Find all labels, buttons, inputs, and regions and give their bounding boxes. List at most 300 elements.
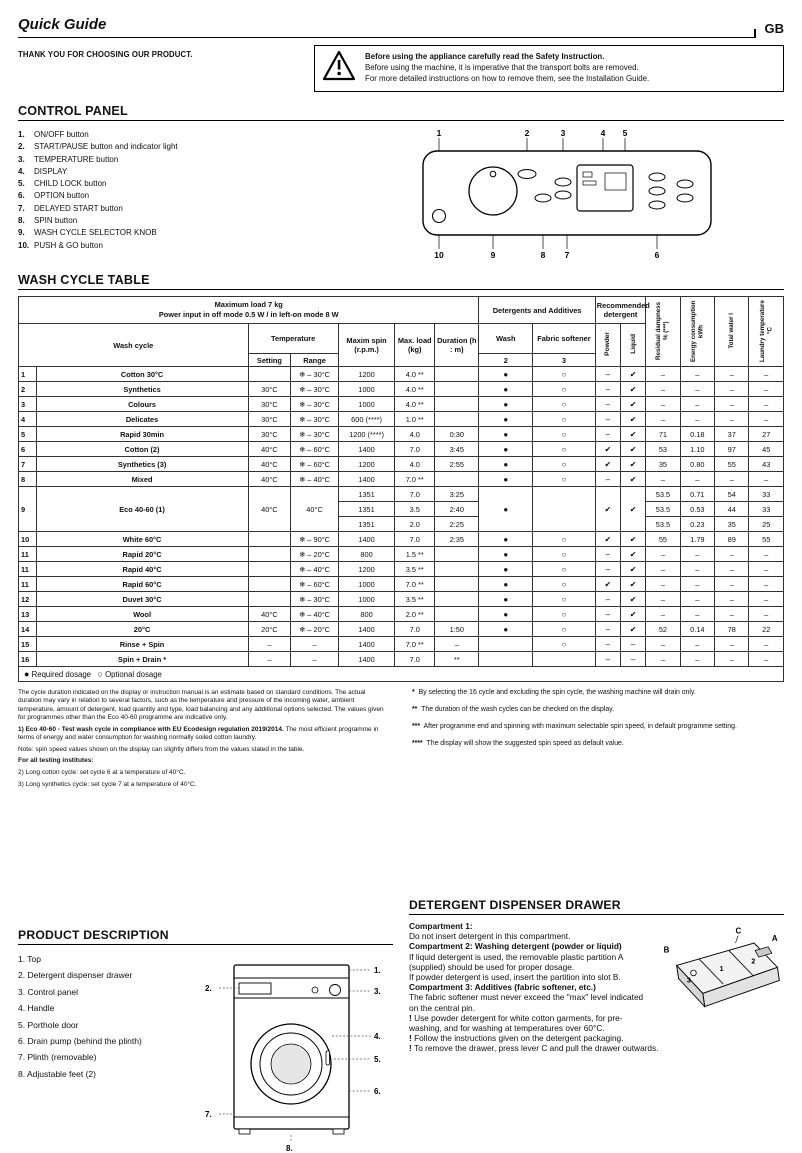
table-cell: – <box>646 637 680 652</box>
wash-cycle-row <box>19 577 784 592</box>
table-cell: Eco 40-60 (1) <box>36 487 248 532</box>
table-cell: – <box>680 367 714 382</box>
warning-line-3: For more detailed instructions on how to remove them, see the Installation Guide. <box>365 73 650 83</box>
table-cell: ✔ <box>620 382 645 397</box>
table-cell: 53.5 <box>646 517 680 532</box>
list-item-label: OPTION button <box>34 191 90 201</box>
table-cell: ✔ <box>595 457 620 472</box>
table-cell: 8 <box>19 472 37 487</box>
table-cell: ❄ – 60°C <box>291 457 338 472</box>
table-cell: Wool <box>36 607 248 622</box>
table-cell: 1 <box>19 367 37 382</box>
table-cell: 800 <box>338 547 395 562</box>
callout-4: 4 <box>600 128 606 138</box>
callout-1: 1 <box>436 128 442 138</box>
header-recommended: Recommended detergent <box>595 297 645 324</box>
table-cell <box>479 637 533 652</box>
table-cell: 2.0 ** <box>395 607 435 622</box>
callout-3: 3 <box>560 128 566 138</box>
table-cell: 1400 <box>338 622 395 637</box>
control-panel-section <box>18 127 784 261</box>
table-cell: ● <box>479 487 533 532</box>
dispenser-paragraph: ! To remove the drawer, press lever C and pull the drawer outwards. <box>409 1043 659 1054</box>
list-item-label: START/PAUSE button and indicator light <box>34 142 178 152</box>
table-cell: ○ <box>533 607 596 622</box>
product-list-item: 4. Handle <box>18 1003 55 1014</box>
table-cell: 40°C <box>291 487 338 532</box>
extra-button-icon <box>677 180 693 188</box>
table-cell: 7.0 ** <box>395 577 435 592</box>
product-description-section <box>18 928 393 1153</box>
list-item-label: SPIN button <box>34 216 78 226</box>
washer-callout-1: 1. <box>374 966 381 975</box>
table-cell: 1400 <box>338 532 395 547</box>
table-cell <box>533 487 596 532</box>
table-cell: 0.80 <box>680 457 714 472</box>
table-cell: ● <box>479 592 533 607</box>
table-cell: ● <box>479 427 533 442</box>
table-cell: ❄ – 30°C <box>291 382 338 397</box>
table-cell: 1200 <box>338 367 395 382</box>
washer-callout-4: 4. <box>374 1032 381 1041</box>
table-cell: – <box>646 547 680 562</box>
washer-callout-5: 5. <box>374 1055 381 1064</box>
table-cell: 7.0 <box>395 487 435 502</box>
list-item-label: WASH CYCLE SELECTOR KNOB <box>34 228 157 238</box>
table-cell: 600 (****) <box>338 412 395 427</box>
control-panel-list-item <box>18 203 350 215</box>
table-cell: Rapid 20°C <box>36 547 248 562</box>
table-cell: 53.5 <box>646 502 680 517</box>
table-cell <box>479 652 533 667</box>
compartment-3-label: 3 <box>686 977 691 985</box>
table-cell: ✔ <box>620 367 645 382</box>
table-cell: ● <box>479 382 533 397</box>
wash-cycle-row <box>19 472 784 487</box>
table-cell: – <box>595 652 620 667</box>
table-cell: ✔ <box>595 532 620 547</box>
table-cell: ○ <box>533 412 596 427</box>
table-cell: – <box>680 607 714 622</box>
table-cell: 40°C <box>248 472 291 487</box>
table-cell: ✔ <box>620 487 645 532</box>
list-item-number: 10. <box>18 240 30 250</box>
table-cell: Delicates <box>36 412 248 427</box>
control-panel-list-item <box>18 129 350 141</box>
wash-cycle-row <box>19 412 784 427</box>
header-laundry-temp: Laundry temperature °C <box>749 297 784 367</box>
table-cell: 20°C <box>248 622 291 637</box>
washer-diagram <box>198 951 390 1153</box>
table-cell: ✔ <box>595 442 620 457</box>
table-cell: ● <box>479 577 533 592</box>
max-load-line: Maximum load 7 kg <box>214 300 283 310</box>
table-cell: 78 <box>715 622 749 637</box>
table-cell: – <box>595 397 620 412</box>
page-title: Quick Guide <box>18 16 107 33</box>
table-cell: – <box>291 637 338 652</box>
table-cell: – <box>749 562 784 577</box>
product-list-item: 2. Detergent dispenser drawer <box>18 970 133 981</box>
table-cell: ○ <box>533 622 596 637</box>
table-cell: ❄ – 30°C <box>291 412 338 427</box>
control-panel-list-item <box>18 240 350 252</box>
table-cell: ● <box>479 562 533 577</box>
table-cell: ○ <box>533 562 596 577</box>
legend-row <box>19 667 784 682</box>
table-cell: Synthetics <box>36 382 248 397</box>
table-cell: – <box>680 592 714 607</box>
wash-cycle-row <box>19 442 784 457</box>
table-cell: – <box>291 652 338 667</box>
table-cell: 800 <box>338 607 395 622</box>
language-badge: GB <box>764 21 784 36</box>
drawer-front-icon <box>239 983 271 994</box>
option-button-icon <box>649 173 665 181</box>
list-item-number: 5. <box>18 179 25 189</box>
header-powder: Powder <box>595 324 620 367</box>
callout-10: 10 <box>434 250 444 260</box>
table-cell: – <box>680 547 714 562</box>
table-cell: 11 <box>19 547 37 562</box>
table-cell <box>248 577 291 592</box>
table-cell: 3 <box>19 397 37 412</box>
table-cell: 15 <box>19 637 37 652</box>
table-cell: – <box>595 382 620 397</box>
table-cell: – <box>595 547 620 562</box>
control-panel-list <box>18 127 350 261</box>
table-cell: ○ <box>533 472 596 487</box>
wash-cycle-row <box>19 592 784 607</box>
table-cell: ○ <box>533 442 596 457</box>
footnotes <box>18 689 784 793</box>
table-cell: Synthetics (3) <box>36 457 248 472</box>
wash-cycle-row <box>19 367 784 382</box>
table-cell: 4.0 <box>395 457 435 472</box>
table-cell: ✔ <box>620 532 645 547</box>
table-cell: 89 <box>715 532 749 547</box>
table-cell: ● <box>479 532 533 547</box>
table-cell <box>533 652 596 667</box>
footnote: The cycle duration indicated on the display or instruction manual is an estimate based on standard conditions. The actual duration may vary in relation to several factors, such as the temperature and pressure of the incoming water, ambient temperature, amount of detergent, load quantity and type, load balancing and any additional options selected. The values given for programmes other than the Eco 40-60 programme are indicative only. <box>18 689 384 721</box>
table-info <box>19 297 479 324</box>
table-cell: 1400 <box>338 652 395 667</box>
table-cell: – <box>715 397 749 412</box>
wash-cycle-row <box>19 457 784 472</box>
table-cell: 4.0 ** <box>395 397 435 412</box>
table-cell: Colours <box>36 397 248 412</box>
washer-callout-7: 7. <box>205 1110 212 1119</box>
power-input-line: Power input in off mode 0.5 W / in left-on mode 8 W <box>158 310 339 319</box>
product-list-item: 7. Plinth (removable) <box>18 1052 97 1063</box>
table-cell: ○ <box>533 637 596 652</box>
table-cell: 2:25 <box>435 517 479 532</box>
table-cell: 1200 <box>338 562 395 577</box>
table-cell: 55 <box>715 457 749 472</box>
header-load: Max. load (kg) <box>395 324 435 367</box>
dispenser-paragraph: If liquid detergent is used, the removable plastic partition A (supplied) should be used for proper dosage. <box>409 951 624 972</box>
control-panel-diagram <box>350 127 784 261</box>
table-cell: 11 <box>19 577 37 592</box>
label-b: B <box>663 945 670 955</box>
optional-dosage-label: Optional dosage <box>105 670 162 679</box>
dispenser-paragraph: Compartment 3: Additives (fabric softener, etc.) <box>409 982 596 993</box>
table-cell: ● <box>479 412 533 427</box>
table-cell: ○ <box>533 592 596 607</box>
table-cell: Rapid 30min <box>36 427 248 442</box>
table-cell: 1.0 ** <box>395 412 435 427</box>
table-cell: ❄ – 90°C <box>291 532 338 547</box>
table-cell: 55 <box>646 532 680 547</box>
table-cell: ✔ <box>620 592 645 607</box>
table-cell: ✔ <box>620 442 645 457</box>
table-cell: – <box>749 637 784 652</box>
table-cell: – <box>595 637 620 652</box>
list-item-label: DELAYED START button <box>34 203 123 213</box>
table-cell: – <box>715 652 749 667</box>
list-item-label: ON/OFF button <box>34 130 89 139</box>
table-cell <box>435 547 479 562</box>
footnote-mark: **** <box>412 739 423 747</box>
table-cell: 1000 <box>338 592 395 607</box>
table-cell: 3.5 ** <box>395 562 435 577</box>
table-cell: – <box>715 412 749 427</box>
table-cell: 30°C <box>248 412 291 427</box>
table-cell: – <box>749 577 784 592</box>
table-cell: ✔ <box>620 607 645 622</box>
compartment-1-label: 1 <box>719 966 724 974</box>
table-cell: 7.0 <box>395 652 435 667</box>
delayed-start-button-icon <box>555 191 571 199</box>
table-cell: 25 <box>749 517 784 532</box>
table-cell: – <box>646 577 680 592</box>
safety-warning-box <box>314 45 784 92</box>
control-panel-drawing <box>350 127 784 261</box>
dispenser-diagram <box>658 921 784 1023</box>
header-total-water: Total water l <box>715 297 749 367</box>
table-cell: 1351 <box>338 517 395 532</box>
footnote: 2) Long cotton cycle: set cycle 6 at a temperature of 40°C. <box>18 769 186 776</box>
table-cell: 2:55 <box>435 457 479 472</box>
table-cell: ❄ – 30°C <box>291 367 338 382</box>
header-range: Range <box>291 354 338 367</box>
extra-button-icon <box>677 194 693 202</box>
table-cell: 35 <box>646 457 680 472</box>
wash-cycle-row <box>19 652 784 667</box>
dispenser-drawing <box>658 921 784 1023</box>
table-cell: Cotton (2) <box>36 442 248 457</box>
table-cell: ● <box>479 607 533 622</box>
table-cell: 10 <box>19 532 37 547</box>
list-item-label: CHILD LOCK button <box>34 179 107 189</box>
table-cell: – <box>749 607 784 622</box>
table-cell: 1:50 <box>435 622 479 637</box>
control-panel-list-item <box>18 215 350 227</box>
table-cell: – <box>620 637 645 652</box>
table-cell: ○ <box>533 547 596 562</box>
table-cell: 4 <box>19 412 37 427</box>
table-cell: 44 <box>715 502 749 517</box>
table-cell: – <box>646 652 680 667</box>
dispenser-heading: DETERGENT DISPENSER DRAWER <box>409 898 784 915</box>
table-cell: ✔ <box>620 577 645 592</box>
table-cell: 54 <box>715 487 749 502</box>
spin-button-icon <box>535 194 551 202</box>
compartment-2-label: 2 <box>751 958 756 966</box>
wash-cycle-row <box>19 397 784 412</box>
table-cell: 53 <box>646 442 680 457</box>
table-cell: – <box>749 412 784 427</box>
header-energy: Energy consumption kWh <box>680 297 714 367</box>
table-cell: 35 <box>715 517 749 532</box>
wash-cycle-row <box>19 562 784 577</box>
dispenser-paragraph: If powder detergent is used, insert the partition into slot B. <box>409 972 621 983</box>
table-cell: – <box>646 607 680 622</box>
table-cell: 33 <box>749 487 784 502</box>
table-cell: 1400 <box>338 637 395 652</box>
table-cell <box>248 367 291 382</box>
control-panel-list-item <box>18 166 350 178</box>
header-setting: Setting <box>248 354 291 367</box>
wash-cycle-row <box>19 532 784 547</box>
optional-dosage-icon: ○ <box>97 669 103 679</box>
table-cell: – <box>715 577 749 592</box>
wash-cycle-row <box>19 427 784 442</box>
table-cell: 1000 <box>338 382 395 397</box>
table-cell: ❄ – 30°C <box>291 397 338 412</box>
footnotes-right <box>412 689 784 793</box>
table-cell: – <box>749 472 784 487</box>
control-panel-list-item <box>18 227 350 239</box>
footnote: 1) Eco 40-60 - Test wash cycle in compliance with EU Ecodesign regulation 2019/2014. The most efficient programme in terms of energy and water consumption for washing normally soiled cotton laundry. <box>18 725 379 741</box>
table-cell: 2:40 <box>435 502 479 517</box>
table-cell: 1400 <box>338 442 395 457</box>
table-cell: 1000 <box>338 577 395 592</box>
table-cell: Mixed <box>36 472 248 487</box>
table-cell: ✔ <box>620 457 645 472</box>
table-cell: 20°C <box>36 622 248 637</box>
table-cell: 4.0 <box>395 427 435 442</box>
warning-line-2: Before using the machine, it is imperative that the transport bolts are removed. <box>365 63 639 73</box>
table-cell: ✔ <box>620 622 645 637</box>
table-cell: – <box>646 397 680 412</box>
dispenser-paragraph: Do not insert detergent in this compartment. <box>409 931 571 942</box>
table-cell: Rinse + Spin <box>36 637 248 652</box>
table-cell: ❄ – 40°C <box>291 607 338 622</box>
table-cell: 1.5 ** <box>395 547 435 562</box>
table-cell: 30°C <box>248 427 291 442</box>
table-cell: ✔ <box>620 427 645 442</box>
table-cell: 0.14 <box>680 622 714 637</box>
wash-cycle-row <box>19 547 784 562</box>
intro-row <box>18 45 784 92</box>
foot-icon <box>333 1129 344 1134</box>
table-cell: – <box>715 562 749 577</box>
table-cell: – <box>680 397 714 412</box>
table-cell: 30°C <box>248 382 291 397</box>
table-cell: 43 <box>749 457 784 472</box>
temperature-button-icon <box>555 178 571 186</box>
table-cell: – <box>680 472 714 487</box>
table-cell: 45 <box>749 442 784 457</box>
wash-cycle-row <box>19 607 784 622</box>
thank-you-text: THANK YOU FOR CHOOSING OUR PRODUCT. <box>18 50 193 59</box>
dispenser-paragraph: ! Follow the instructions given on the detergent packaging. <box>409 1033 624 1044</box>
table-cell: 0.18 <box>680 427 714 442</box>
table-cell: 5 <box>19 427 37 442</box>
table-cell: 2 <box>19 382 37 397</box>
table-cell: – <box>595 607 620 622</box>
table-cell: – <box>595 472 620 487</box>
list-item-number: 6. <box>18 191 25 201</box>
table-cell: 52 <box>646 622 680 637</box>
table-cell: ● <box>479 397 533 412</box>
table-cell <box>248 592 291 607</box>
washer-callout-3: 3. <box>374 987 381 996</box>
table-cell: – <box>749 382 784 397</box>
softener-pin-icon <box>691 970 697 976</box>
callout-6: 6 <box>654 250 660 260</box>
table-cell: Cotton 30°C <box>36 367 248 382</box>
table-cell: 0.71 <box>680 487 714 502</box>
table-cell: 3:45 <box>435 442 479 457</box>
wash-cycle-table <box>18 296 784 682</box>
table-cell: 71 <box>646 427 680 442</box>
product-list-item: 8. Adjustable feet (2) <box>18 1068 96 1079</box>
table-cell: – <box>680 577 714 592</box>
table-cell: – <box>595 367 620 382</box>
footnotes-left <box>18 689 390 793</box>
table-cell <box>435 607 479 622</box>
table-cell: – <box>749 367 784 382</box>
table-cell: 1200 (****) <box>338 427 395 442</box>
table-cell: ○ <box>533 367 596 382</box>
table-cell: 7.0 ** <box>395 472 435 487</box>
table-cell: ● <box>479 472 533 487</box>
table-cell: 53.5 <box>646 487 680 502</box>
table-cell: ❄ – 60°C <box>291 577 338 592</box>
wash-cycle-row <box>19 487 784 502</box>
table-cell: Duvet 30°C <box>36 592 248 607</box>
table-cell <box>435 382 479 397</box>
table-cell <box>435 412 479 427</box>
table-cell: ✔ <box>620 547 645 562</box>
child-lock-button-icon <box>649 187 665 195</box>
footnote-mark: ** <box>412 705 418 713</box>
callout-5: 5 <box>622 128 628 138</box>
table-cell: ● <box>479 622 533 637</box>
label-a: A <box>771 934 778 944</box>
header-wash-num: 2 <box>479 354 533 367</box>
washer-drawing <box>198 951 390 1153</box>
table-cell <box>435 397 479 412</box>
table-cell: ❄ – 30°C <box>291 592 338 607</box>
table-cell: – <box>646 367 680 382</box>
warning-line-1: Before using the appliance carefully read the Safety Instruction. <box>365 52 605 62</box>
table-cell: – <box>680 412 714 427</box>
control-panel-list-item <box>18 141 350 153</box>
list-item-label: DISPLAY <box>34 166 68 176</box>
required-dosage-label: Required dosage <box>31 670 91 679</box>
table-cell: 2.0 <box>395 517 435 532</box>
table-cell: 33 <box>749 502 784 517</box>
dispenser-paragraph: Compartment 2: Washing detergent (powder or liquid) <box>409 941 622 952</box>
table-cell: ❄ – 40°C <box>291 562 338 577</box>
table-cell: ● <box>479 442 533 457</box>
table-cell: 1000 <box>338 397 395 412</box>
footnote: Note: spin speed values shown on the display can slightly differs from the values stated in the table. <box>18 745 305 753</box>
table-cell: 40°C <box>248 442 291 457</box>
